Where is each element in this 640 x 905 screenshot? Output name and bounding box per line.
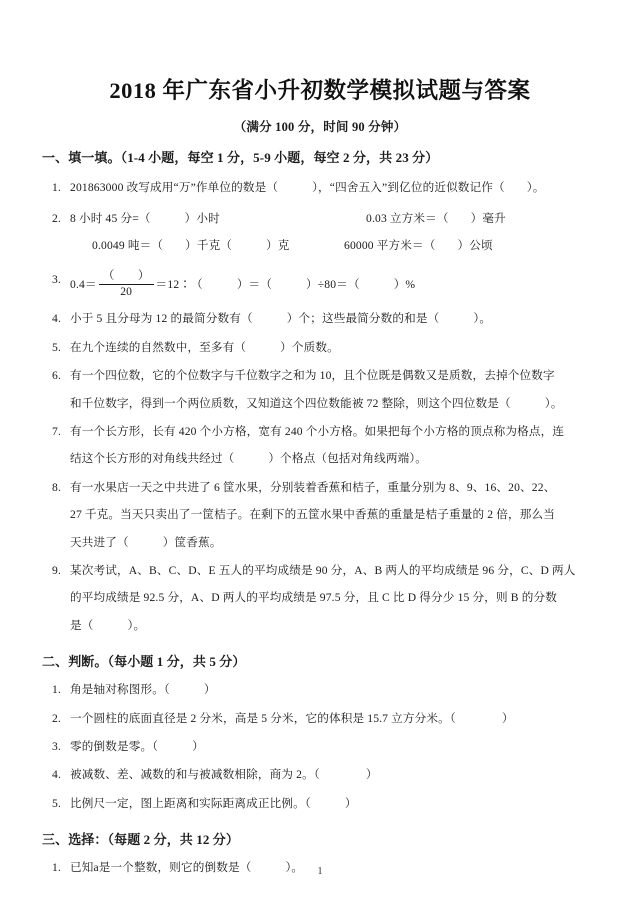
question-text: 已知a是一个整数，则它的倒数是（ bbox=[70, 861, 252, 875]
conversion-row-2 bbox=[70, 237, 600, 254]
question-text: 被减数、差、减数的和与被减数相除，商为 2。（ bbox=[70, 768, 320, 782]
conversion-unit: ）千克（ bbox=[185, 239, 233, 253]
question-number: 6. bbox=[52, 369, 61, 383]
question-continuation bbox=[70, 534, 600, 551]
question-text-end: ）筐香蕉。 bbox=[162, 535, 222, 549]
equation-text: ）÷80＝（ bbox=[306, 277, 360, 291]
question-continuation: 的平均成绩是 92.5 分，A、D 两人的平均成绩是 97.5 分，且 C 比 D 得分少 15 分，则 B 的分数 bbox=[70, 591, 557, 605]
conversion-unit: ）毫升 bbox=[470, 211, 506, 225]
section-heading-fill-in: 一、填一填。（1-4 小题，每空 1 分，5-9 小题，每空 2 分，共 23 分） bbox=[42, 150, 439, 166]
question-1-9 bbox=[40, 562, 600, 634]
question-text-end: ）。 bbox=[526, 181, 545, 195]
equation-text-end: ）% bbox=[393, 277, 416, 291]
question-text: 是（ bbox=[70, 618, 94, 632]
question-text-end: ） bbox=[344, 796, 357, 810]
question-number: 5. bbox=[52, 796, 61, 810]
conversion-text: 8 小时 45 分=（ bbox=[70, 211, 151, 225]
conversion-unit: ）公顷 bbox=[457, 239, 493, 253]
true-false-question-list bbox=[40, 681, 600, 812]
section-heading-choice: 三、选择：（每题 2 分，共 12 分） bbox=[42, 832, 240, 848]
conversion-right bbox=[344, 237, 493, 254]
question-1-3 bbox=[40, 268, 600, 300]
question-2-3 bbox=[40, 738, 600, 755]
question-text: 零的倒数是零。（ bbox=[70, 739, 159, 753]
question-text-end: ）个格点（包括对角线两端）。 bbox=[268, 452, 428, 466]
question-number: 2. bbox=[52, 711, 61, 725]
question-text-cont: ），“四舍五入”到亿位的近似数记作（ bbox=[312, 181, 505, 195]
question-text-end: ）个质数。 bbox=[280, 340, 339, 354]
question-2-4 bbox=[40, 766, 600, 783]
question-continuation: 27 千克。当天只卖出了一筐桔子。在剩下的五筐水果中香蕉的重量是桔子重量的 2 倍，那么当 bbox=[70, 508, 555, 522]
question-number: 1. bbox=[52, 683, 61, 697]
question-text-end: ）。 bbox=[285, 861, 304, 875]
question-text: 201863000 改写成用“万”作单位的数是（ bbox=[70, 181, 279, 195]
question-number: 3. bbox=[52, 739, 61, 753]
question-text: 一个圆柱的底面直径是 2 分米，高是 5 分米，它的体积是 15.7 立方分米。（ bbox=[70, 711, 456, 725]
question-text: 和千位数字，得到一个两位质数，又知道这个四位数能被 72 整除，则这个四位数是（ bbox=[70, 396, 511, 410]
question-text: 有一水果店一天之中共进了 6 筐水果，分别装着香蕉和桔子，重量分别为 8、9、16、20、22、 bbox=[70, 480, 556, 494]
fill-in-question-list bbox=[40, 179, 600, 634]
question-text-end: ） bbox=[501, 711, 514, 725]
question-2-1 bbox=[40, 681, 600, 698]
question-number: 9. bbox=[52, 563, 61, 577]
conversion-left bbox=[70, 210, 220, 227]
question-1-6 bbox=[40, 367, 600, 412]
question-1-1 bbox=[40, 179, 600, 196]
question-2-5 bbox=[40, 795, 600, 812]
question-text: 天共进了（ bbox=[70, 535, 129, 549]
question-number: 4. bbox=[52, 312, 61, 326]
question-text: 某次考试，A、B、C、D、E 五人的平均成绩是 90 分，A、B 两人的平均成绩是 96 分，C、D 两人 bbox=[70, 563, 576, 577]
question-text: 有一个长方形，长有 420 个小方格，宽有 240 个小方格。如果把每个小方格的顶点称为格点，连 bbox=[70, 425, 565, 439]
question-number: 2. bbox=[52, 211, 61, 225]
question-text: 有一个四位数，它的个位数字与千位数字之和为 10，且个位既是偶数又是质数，去掉个位数字 bbox=[70, 369, 555, 383]
page-title: 2018 年广东省小升初数学模拟试题与答案 bbox=[109, 78, 531, 103]
question-1-5 bbox=[40, 339, 600, 356]
question-2-2 bbox=[40, 710, 600, 727]
page-number: 1 bbox=[317, 866, 323, 877]
conversion-row-1 bbox=[70, 210, 600, 227]
fraction-numerator[interactable]: （ ） bbox=[102, 268, 150, 282]
conversion-text: 0.03 立方米＝（ bbox=[366, 211, 449, 225]
question-text-cont: ）个；这些最简分数的和是（ bbox=[286, 312, 440, 326]
question-number: 7. bbox=[52, 425, 61, 439]
equation-text: ）＝（ bbox=[236, 277, 273, 291]
question-number: 8. bbox=[52, 480, 61, 494]
question-text: 在九个连续的自然数中，至多有（ bbox=[70, 340, 247, 354]
question-text-end: ）。 bbox=[473, 312, 492, 326]
conversion-unit: ）小时 bbox=[184, 211, 220, 225]
question-text: 比例尺一定，图上距离和实际距离成正比例。（ bbox=[70, 796, 311, 810]
conversion-left bbox=[92, 237, 290, 254]
question-continuation bbox=[70, 450, 600, 467]
question-1-8 bbox=[40, 479, 600, 551]
question-text-end: ）。 bbox=[127, 618, 146, 632]
question-text-end: ） bbox=[203, 683, 216, 697]
exam-subtitle: （满分 100 分，时间 90 分钟） bbox=[233, 120, 407, 135]
question-number: 1. bbox=[52, 181, 61, 195]
question-1-4 bbox=[40, 310, 600, 327]
question-text-end: ）。 bbox=[544, 396, 563, 410]
question-text: 角是轴对称图形。（ bbox=[70, 683, 170, 697]
question-1-2 bbox=[40, 210, 600, 255]
conversion-right bbox=[366, 210, 506, 227]
question-text: 结这个长方形的对角线共经过（ bbox=[70, 452, 235, 466]
question-number: 1. bbox=[52, 861, 61, 875]
section-heading-true-false: 二、判断。（每小题 1 分，共 5 分） bbox=[42, 654, 246, 670]
equation-text: ＝12∶（ bbox=[155, 277, 203, 291]
conversion-text: 60000 平方米＝（ bbox=[344, 239, 436, 253]
conversion-text: 0.0049 吨＝（ bbox=[92, 239, 164, 253]
question-number: 4. bbox=[52, 768, 61, 782]
question-1-7 bbox=[40, 423, 600, 468]
question-text-end: ） bbox=[192, 739, 204, 753]
question-number: 5. bbox=[52, 340, 61, 354]
fraction-denominator: 20 bbox=[120, 284, 133, 298]
question-text: 小于 5 且分母为 12 的最简分数有（ bbox=[70, 312, 253, 326]
fraction bbox=[99, 270, 154, 299]
equation-prefix: 0.4＝ bbox=[70, 277, 97, 291]
question-text-end: ） bbox=[365, 768, 378, 782]
question-continuation bbox=[70, 395, 600, 412]
question-number: 3. bbox=[52, 272, 61, 286]
conversion-unit-end: ）克 bbox=[266, 239, 290, 253]
question-continuation bbox=[70, 617, 600, 634]
